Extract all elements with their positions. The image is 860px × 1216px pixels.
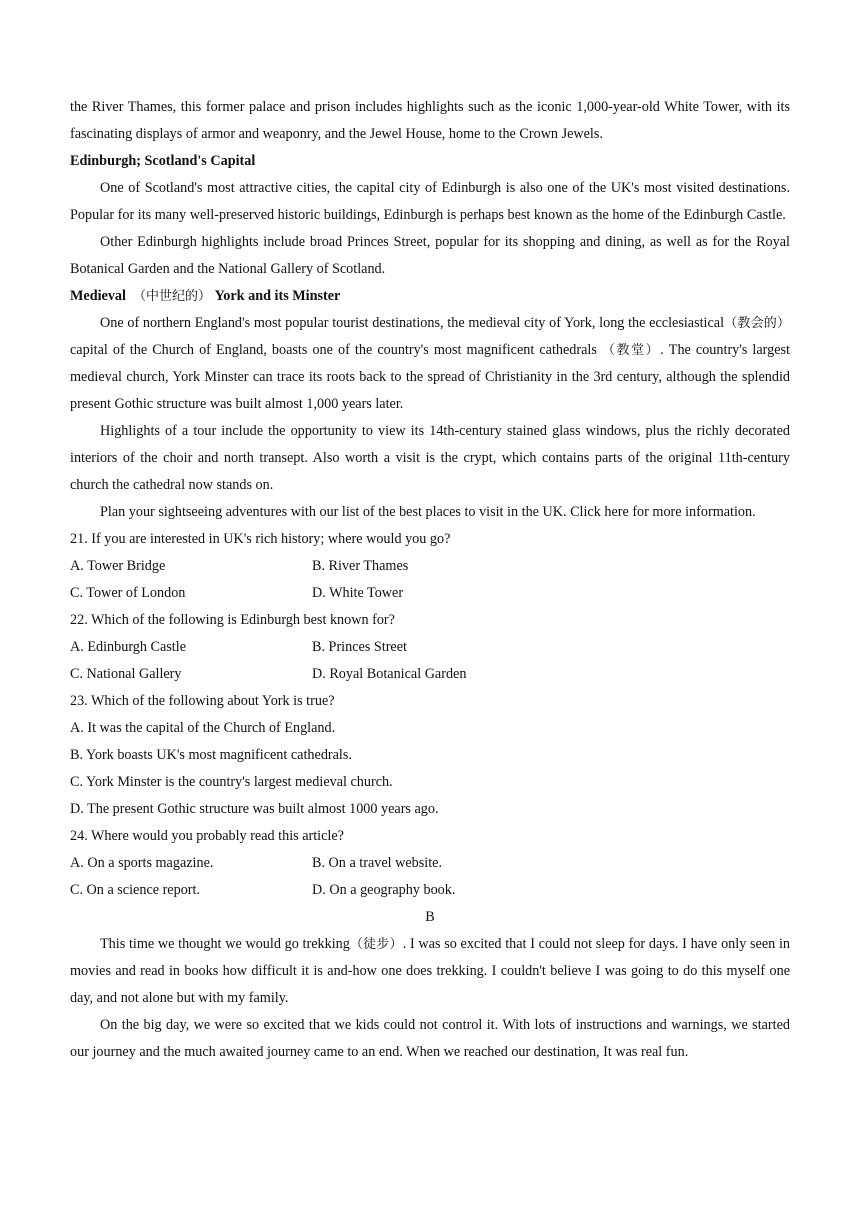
option-a: A. Edinburgh Castle (70, 639, 186, 655)
document-page (70, 94, 790, 1066)
options-row (70, 580, 790, 607)
question-22 (70, 607, 790, 688)
section-b-p1-part-b: . I was so excited that I could not sleep for days. I have only seen in movies and read in books how difficult it is and-how one does trekking. I couldn't believe I was going to do this myself one day, and not alone but with my family. (70, 936, 790, 1006)
option-c: C. York Minster is the country's largest medieval church. (70, 774, 393, 790)
edinburgh-paragraph-1: One of Scotland's most attractive cities, the capital city of Edinburgh is also one of the UK's most visited destinations. Popular for its many well-preserved historic buildings, Edinburgh is perhaps best known as the home of the Edinburgh Castle. (70, 180, 790, 223)
question-stem: 21. If you are interested in UK's rich history; where would you go? (70, 531, 451, 547)
edinburgh-paragraph-2: Other Edinburgh highlights include broad Princes Street, popular for its shopping and dining, as well as for the Royal Botanical Garden and the National Gallery of Scotland. (70, 234, 790, 277)
options-row (70, 553, 790, 580)
york-heading-chinese-gloss: （中世纪的） (133, 289, 212, 304)
section-b-paragraph-1 (70, 931, 790, 1012)
option-c: C. Tower of London (70, 585, 186, 601)
option-d: D. Royal Botanical Garden (312, 666, 467, 682)
edinburgh-heading: Edinburgh; Scotland's Capital (70, 153, 256, 169)
york-heading (70, 283, 790, 310)
york-heading-part-b: York and its Minster (214, 288, 341, 304)
options-row (70, 634, 790, 661)
york-paragraph-3: Plan your sightseeing adventures with our list of the best places to visit in the UK. Click here for more information. (100, 504, 756, 520)
option-c: C. National Gallery (70, 666, 182, 682)
option-d: D. White Tower (312, 585, 404, 601)
question-24 (70, 823, 790, 904)
york-paragraph-1 (70, 310, 790, 418)
option-b: B. York boasts UK's most magnificent cathedrals. (70, 747, 352, 763)
york-p1-part-a: One of northern England's most popular tourist destinations, the medieval city of York, long the ecclesiastical (100, 315, 725, 331)
option-b: B. On a travel website. (312, 855, 443, 871)
question-stem: 24. Where would you probably read this article? (70, 828, 344, 844)
options-row (70, 661, 790, 688)
option-a: A. It was the capital of the Church of England. (70, 720, 336, 736)
intro-continued-paragraph: the River Thames, this former palace and prison includes highlights such as the iconic 1,000-year-old White Tower, with its fascinating displays of armor and weaponry, and the Jewel House, home to the Crown Jewels. (70, 99, 790, 142)
york-p1-gloss-ecclesiastical: （教会的） (724, 316, 790, 331)
york-heading-part-a: Medieval (70, 288, 126, 304)
question-23 (70, 688, 790, 823)
section-b-paragraph-2: On the big day, we were so excited that we kids could not control it. With lots of instructions and warnings, we started our journey and the much awaited journey came to an end. When we reached our destination, It was real fun. (70, 1017, 790, 1060)
question-stem: 23. Which of the following about York is true? (70, 693, 335, 709)
option-a: A. Tower Bridge (70, 558, 166, 574)
question-21 (70, 526, 790, 607)
option-d: D. The present Gothic structure was built almost 1000 years ago. (70, 801, 439, 817)
section-b-p1-gloss-trekking: （徒步） (349, 937, 403, 952)
option-d: D. On a geography book. (312, 882, 456, 898)
section-b-p1-part-a: This time we thought we would go trekking (100, 936, 350, 952)
york-p1-part-c: . The country's largest medieval church, York Minster can trace its roots back to the spread of Christianity in the 3rd century, although the splendid present Gothic structure was built almost 1,000 years later. (70, 342, 790, 412)
question-stem: 22. Which of the following is Edinburgh best known for? (70, 612, 395, 628)
york-p1-part-b: capital of the Church of England, boasts one of the country's most magnificent cathedrals (70, 342, 602, 358)
option-b: B. Princes Street (312, 639, 407, 655)
options-row (70, 850, 790, 877)
york-p1-gloss-cathedrals: （教堂） (601, 343, 661, 358)
york-paragraph-2: Highlights of a tour include the opportunity to view its 14th-century stained glass windows, plus the richly decorated interiors of the choir and north transept. Also worth a visit is the crypt, which contains parts of the original 11th-century church the cathedral now stands on. (70, 423, 790, 493)
options-row (70, 877, 790, 904)
option-a: A. On a sports magazine. (70, 855, 214, 871)
option-c: C. On a science report. (70, 882, 201, 898)
option-b: B. River Thames (312, 558, 409, 574)
section-b-label: B (425, 909, 435, 925)
